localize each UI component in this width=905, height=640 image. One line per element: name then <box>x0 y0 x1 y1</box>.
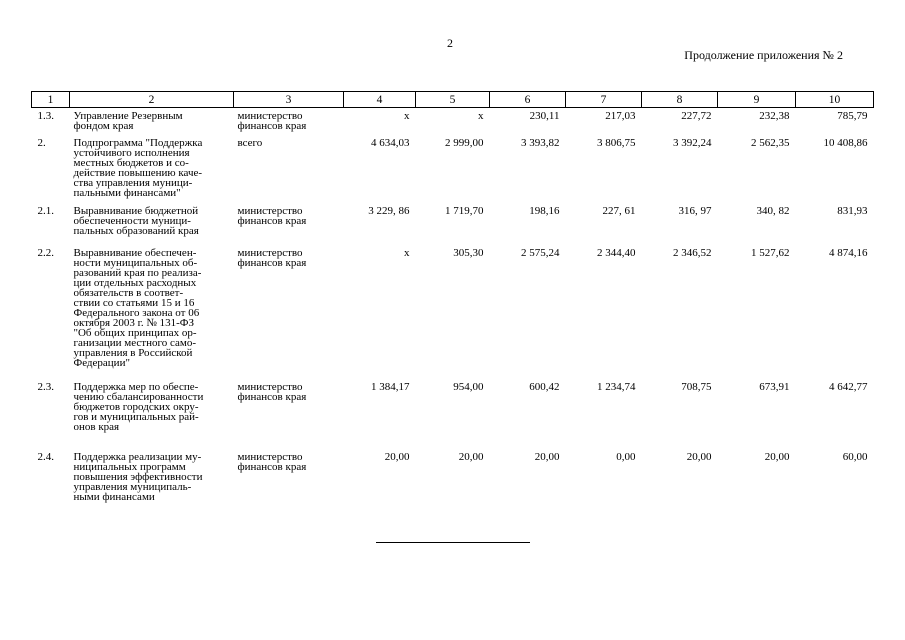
row-index: 2.3. <box>37 380 54 393</box>
cell-col7: 2 344,40 <box>597 246 636 259</box>
cell-col5: 2 999,00 <box>445 136 484 149</box>
cell-col4: x <box>404 246 410 259</box>
row-executor: министерство финансов края <box>237 380 307 403</box>
column-header: 8 <box>642 92 718 108</box>
row-executor: всего <box>237 136 263 149</box>
table-header-row <box>32 92 874 108</box>
cell-col6: 20,00 <box>534 450 560 463</box>
row-name: Поддержка мер по обеспе- чению сбалансированности бюджетов городских окру- гов и муниципальных рай- онов края <box>73 380 204 433</box>
cell-col4: 1 384,17 <box>371 380 410 393</box>
footer-divider <box>376 542 530 543</box>
row-name: Управление Резервным фондом края <box>73 110 183 132</box>
program-table <box>31 91 874 509</box>
column-header: 10 <box>796 92 874 108</box>
table-row <box>32 245 874 379</box>
cell-col9: 2 562,35 <box>751 136 790 149</box>
row-index: 2.1. <box>37 204 54 217</box>
row-name: Поддержка реализации му- ниципальных программ повышения эффективности управления муниципаль- ными финансами <box>73 450 203 503</box>
column-header: 2 <box>70 92 234 108</box>
cell-col8: 316, 97 <box>678 204 712 217</box>
cell-col6: 230,11 <box>529 110 560 122</box>
cell-col8: 2 346,52 <box>673 246 712 259</box>
cell-col4: x <box>404 110 410 122</box>
row-executor: министерство финансов края <box>237 110 307 132</box>
continuation-caption: Продолжение приложения № 2 <box>684 48 843 62</box>
cell-col5: 954,00 <box>453 380 484 393</box>
cell-col9: 340, 82 <box>756 204 790 217</box>
cell-col9: 20,00 <box>764 450 790 463</box>
cell-col9: 673,91 <box>759 380 790 393</box>
cell-col6: 198,16 <box>529 204 560 217</box>
row-index: 2.4. <box>37 450 54 463</box>
column-header: 9 <box>718 92 796 108</box>
cell-col10: 10 408,86 <box>823 136 868 149</box>
cell-col10: 60,00 <box>842 450 868 463</box>
cell-col10: 831,93 <box>837 204 868 217</box>
cell-col6: 600,42 <box>529 380 560 393</box>
column-header: 4 <box>344 92 416 108</box>
page-number: 2 <box>447 36 453 50</box>
row-name: Подпрограмма "Поддержка устойчивого исполнения местных бюджетов и со- действие повышению каче- ства управления муници- пальными финансами" <box>73 136 203 199</box>
cell-col4: 4 634,03 <box>371 136 410 149</box>
cell-col5: 305,30 <box>453 246 484 259</box>
column-header: 3 <box>234 92 344 108</box>
row-executor: министерство финансов края <box>237 450 307 473</box>
table-row <box>32 135 874 203</box>
column-header: 1 <box>32 92 70 108</box>
cell-col5: 1 719,70 <box>445 204 484 217</box>
row-executor: министерство финансов края <box>237 204 307 227</box>
cell-col10: 785,79 <box>837 110 868 122</box>
cell-col7: 217,03 <box>605 110 636 122</box>
cell-col10: 4 874,16 <box>829 246 868 259</box>
cell-col7: 1 234,74 <box>597 380 636 393</box>
cell-col8: 20,00 <box>686 450 712 463</box>
table-row <box>32 108 874 135</box>
row-executor: министерство финансов края <box>237 246 307 269</box>
cell-col8: 3 392,24 <box>673 136 712 149</box>
table-row <box>32 449 874 509</box>
cell-col7: 0,00 <box>616 450 636 463</box>
table-row <box>32 203 874 245</box>
row-name: Выравнивание бюджетной обеспеченности муници- пальных образований края <box>73 204 199 237</box>
cell-col7: 3 806,75 <box>597 136 636 149</box>
cell-col5: 20,00 <box>458 450 484 463</box>
cell-col4: 3 229, 86 <box>368 204 410 217</box>
column-header: 7 <box>566 92 642 108</box>
cell-col7: 227, 61 <box>602 204 636 217</box>
table-row <box>32 379 874 449</box>
cell-col8: 227,72 <box>681 110 712 122</box>
cell-col5: x <box>478 110 484 122</box>
column-header: 5 <box>416 92 490 108</box>
column-header: 6 <box>490 92 566 108</box>
cell-col10: 4 642,77 <box>829 380 868 393</box>
row-name: Выравнивание обеспечен- ности муниципальных об- разований края по реализа- ции отдельных расходных обязательств в соответ- ствии со статьями 15 и 16 Федерального закона от 06 октября 2003 г. № 131-ФЗ "Об общих принципах ор- ганизации местного само- управления в Российской Федерации" <box>73 246 202 369</box>
row-index: 1.3. <box>37 110 54 122</box>
cell-col6: 3 393,82 <box>521 136 560 149</box>
cell-col6: 2 575,24 <box>521 246 560 259</box>
cell-col8: 708,75 <box>681 380 712 393</box>
row-index: 2. <box>37 136 46 149</box>
cell-col9: 1 527,62 <box>751 246 790 259</box>
cell-col9: 232,38 <box>759 110 790 122</box>
row-index: 2.2. <box>37 246 54 259</box>
cell-col4: 20,00 <box>384 450 410 463</box>
